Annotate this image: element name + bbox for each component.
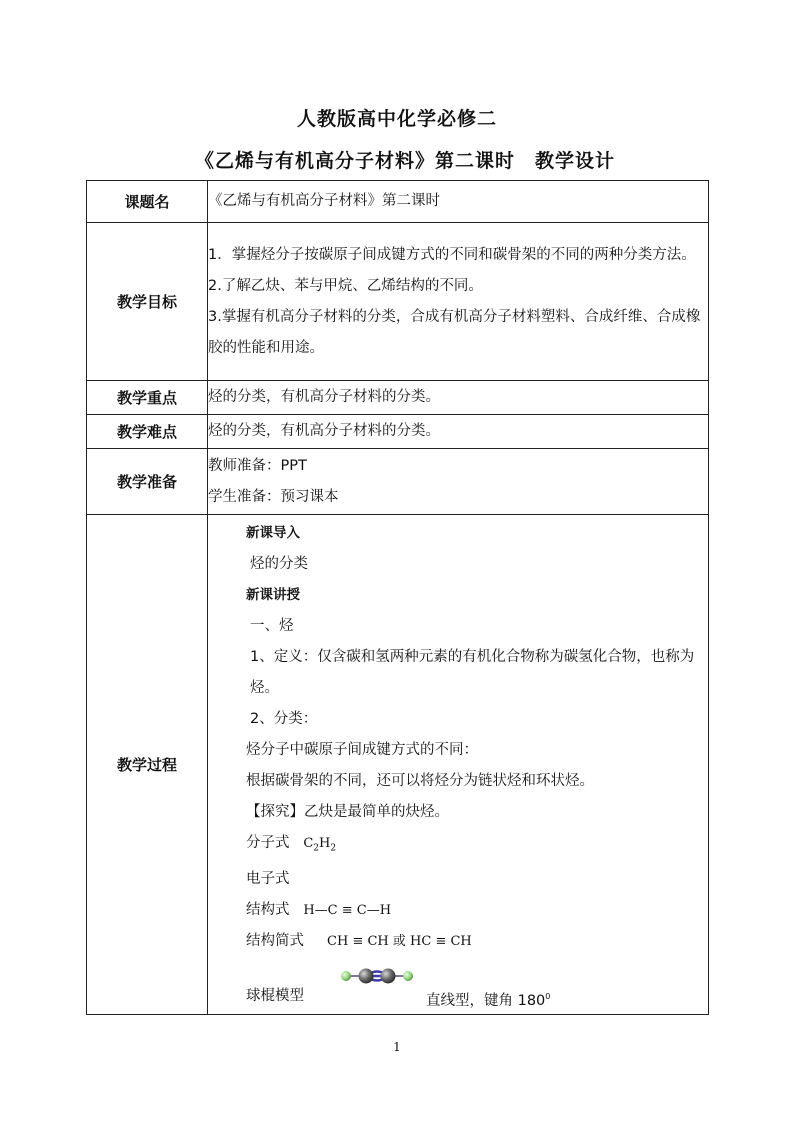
lesson-plan-table: [86, 180, 709, 1015]
process-content: [208, 515, 709, 1015]
topic-label: 课题名: [87, 181, 208, 223]
goals-content: [208, 223, 709, 381]
ball-model-label: 球棍模型: [246, 988, 304, 1005]
heading-intro: 新课导入: [246, 524, 300, 541]
heading-lecture: 新课讲授: [246, 586, 300, 603]
document-title-line2: 《乙烯与有机高分子材料》第二课时 教学设计: [194, 150, 615, 172]
classification-heading: 2、分类：: [250, 710, 318, 727]
row-topic: [87, 181, 709, 223]
simplified-formula-label: 结构简式: [246, 933, 304, 950]
classification-a: 烃分子中碳原子间成键方式的不同：: [246, 741, 478, 758]
molecular-formula-label: 分子式: [246, 834, 290, 851]
topic-value: 《乙烯与有机高分子材料》第二课时: [208, 181, 709, 223]
document-title-line1: 人教版高中化学必修二: [296, 108, 497, 130]
goal-item: 2.了解乙炔、苯与甲烷、乙烯结构的不同。: [208, 277, 483, 294]
structural-formula-label: 结构式: [246, 902, 290, 919]
goal-item: 1．掌握烃分子按碳原子间成键方式的不同和碳骨架的不同的两种分类方法。: [208, 246, 696, 263]
preparation-content: [208, 449, 709, 515]
section-hydrocarbon: 一、烃: [250, 617, 294, 634]
structural-formula-row: [246, 895, 702, 926]
classification-b: 根据碳骨架的不同，还可以将烃分为链状烃和环状烃。: [246, 772, 594, 789]
definition-text: 1、定义：仅含碳和氢两种元素的有机化合物称为碳氢化合物，也称为烃。: [250, 648, 695, 696]
student-preparation: 学生准备：预习课本: [208, 488, 339, 505]
ball-model-row: [246, 957, 702, 1013]
goals-label: 教学目标: [87, 223, 208, 381]
simplified-formula: CH ≡ CH 或 HC ≡ CH: [327, 934, 472, 950]
row-goals: [87, 223, 709, 381]
difficulties-value: 烃的分类，有机高分子材料的分类。: [208, 415, 709, 449]
row-preparation: [87, 449, 709, 515]
ball-model-description: 直线型，键角 $180^0$: [426, 992, 551, 1010]
teacher-preparation: 教师准备：PPT: [208, 457, 307, 474]
difficulties-label: 教学难点: [87, 415, 208, 449]
explore-text: 【探究】乙炔是最简单的炔烃。: [246, 803, 449, 820]
electron-formula-label: 电子式: [246, 871, 290, 888]
row-key-points: [87, 381, 709, 415]
key-points-label: 教学重点: [87, 381, 208, 415]
row-difficulties: [87, 415, 709, 449]
preparation-label: 教学准备: [87, 449, 208, 515]
key-points-value: 烃的分类，有机高分子材料的分类。: [208, 381, 709, 415]
page-number: 1: [393, 1040, 401, 1054]
molecular-formula-row: [246, 828, 702, 865]
intro-text: 烃的分类: [250, 555, 308, 572]
simplified-formula-row: [246, 926, 702, 957]
process-label: 教学过程: [87, 515, 208, 1015]
structural-formula: H—C ≡ C—H: [303, 903, 392, 919]
row-process: [87, 515, 709, 1015]
molecular-formula: $C_2H_2$: [303, 835, 337, 854]
ball-and-stick-model-image: [338, 959, 416, 993]
goal-item: 3.掌握有机高分子材料的分类，合成有机高分子材料塑料、合成纤维、合成橡胶的性能和用途。: [208, 308, 701, 356]
